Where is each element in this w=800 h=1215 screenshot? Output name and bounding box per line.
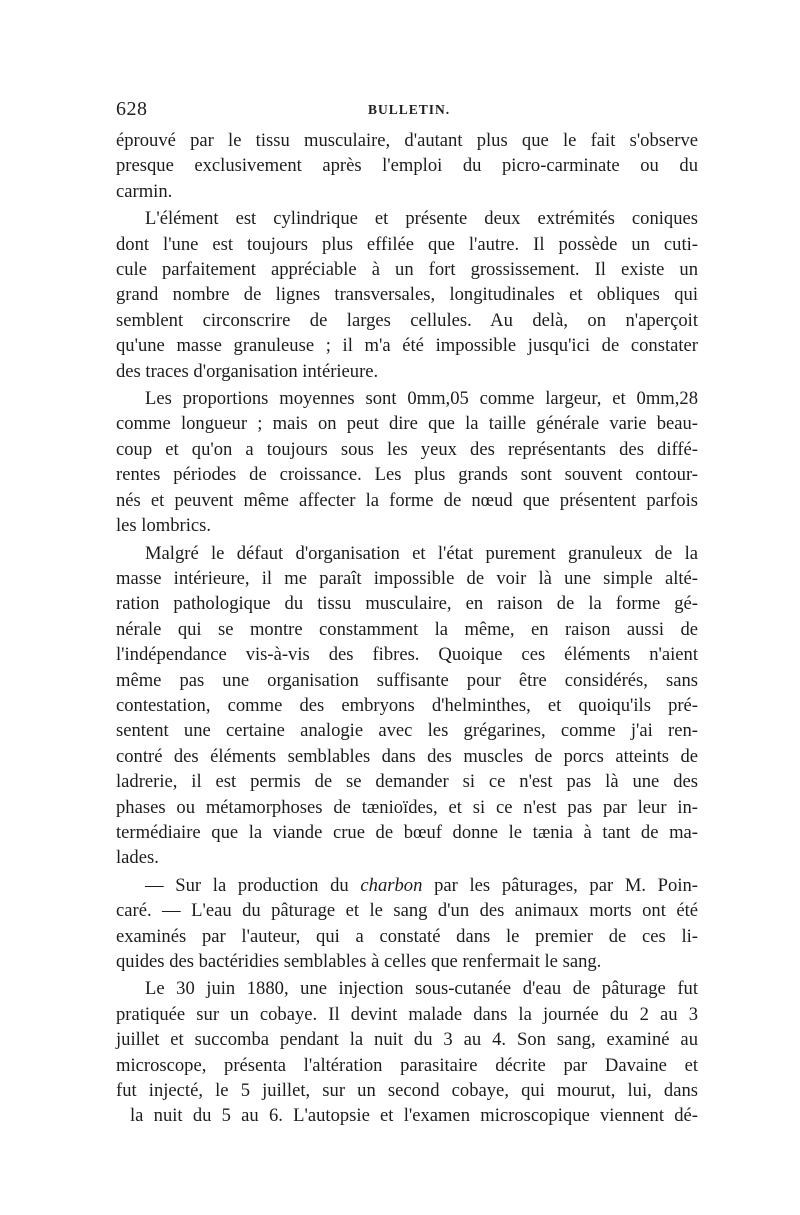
text-line: cule parfaitement appréciable à un fort grossissement. Il existe un (116, 259, 698, 281)
text-line: nérale qui se montre constamment la même, en raison aussi de (116, 618, 698, 640)
body-text (116, 128, 698, 1129)
page-header (116, 98, 698, 126)
text-line: des traces d'organisation intérieure. (116, 360, 379, 382)
text-line: qu'une masse granuleuse ; il m'a été impossible jusqu'ici de constater (116, 335, 698, 357)
text-line: contestation, comme des embryons d'helminthes, et quoiqu'ils pré- (116, 694, 698, 716)
section-lead: — Sur la production du (145, 874, 361, 896)
paragraph-2 (116, 206, 698, 384)
text-line: fut injecté, le 5 juillet, sur un second cobaye, qui mourut, lui, dans (116, 1080, 698, 1102)
text-line: lades. (116, 847, 159, 869)
text-line: la nuit du 5 au 6. L'autopsie et l'examen microscopique viennent dé- (130, 1105, 698, 1127)
text-line: carmin. (116, 180, 173, 202)
paragraph-5 (116, 873, 698, 975)
text-line: juillet et succomba pendant la nuit du 3 au 4. Son sang, examiné au (116, 1029, 698, 1051)
italic-term: charbon (360, 874, 423, 896)
section-lead-rest: par les pâturages, par M. Poin- (422, 874, 698, 896)
running-head: BULLETIN. (368, 102, 451, 117)
text-line: dont l'une est toujours plus effilée que l'autre. Il possède un cuti- (116, 233, 698, 255)
text-line: l'indépendance vis-à-vis des fibres. Quoique ces éléments n'aient (116, 644, 698, 666)
text-line: les lombrics. (116, 515, 212, 537)
text-line: ladrerie, il est permis de se demander si ce n'est pas là une des (116, 771, 698, 793)
text-line: même pas une organisation suffisante pour être considérés, sans (116, 669, 698, 691)
paragraph-6 (116, 976, 698, 1128)
text-line: examinés par l'auteur, qui a constaté dans le premier de ces li- (116, 925, 698, 947)
text-line: Les proportions moyennes sont 0mm,05 comme largeur, et 0mm,28 (145, 388, 698, 410)
text-line: contré des éléments semblables dans des muscles de porcs atteints de (116, 745, 698, 767)
paragraph-4 (116, 541, 698, 871)
paragraph-3 (116, 386, 698, 538)
text-line: pratiquée sur un cobaye. Il devint malade dans la journée du 2 au 3 (116, 1003, 698, 1025)
text-line: sentent une certaine analogie avec les grégarines, comme j'ai ren- (116, 720, 698, 742)
text-line: Le 30 juin 1880, une injection sous-cutanée d'eau de pâturage fut (145, 978, 698, 1000)
text-line: grand nombre de lignes transversales, longitudinales et obliques qui (116, 284, 698, 306)
text-line: phases ou métamorphoses de tænioïdes, et si ce n'est pas par leur in- (116, 796, 698, 818)
section-lead-line (116, 873, 698, 898)
text-line: semblent circonscrire de larges cellules. Au delà, on n'aperçoit (116, 309, 698, 331)
text-line: caré. — L'eau du pâturage et le sang d'un des animaux morts ont été (116, 900, 698, 922)
paragraph-1 (116, 128, 698, 204)
text-line: coup et qu'on a toujours sous les yeux des représentants des diffé- (116, 438, 698, 460)
text-line: termédiaire que la viande crue de bœuf donne le tænia à tant de ma- (116, 821, 698, 843)
text-line: comme longueur ; mais on peut dire que la taille générale varie beau- (116, 413, 698, 435)
text-line: nés et peuvent même affecter la forme de nœud que présentent parfois (116, 489, 698, 511)
text-line: ration pathologique du tissu musculaire, en raison de la forme gé- (116, 593, 698, 615)
text-line: masse intérieure, il me paraît impossible de voir là une simple alté- (116, 567, 698, 589)
text-line: L'élément est cylindrique et présente deux extrémités coniques (145, 208, 698, 230)
text-line: Malgré le défaut d'organisation et l'état purement granuleux de la (145, 542, 698, 564)
text-line: éprouvé par le tissu musculaire, d'autant plus que le fait s'observe (116, 130, 698, 151)
text-line: microscope, présenta l'altération parasitaire décrite par Davaine et (116, 1054, 698, 1076)
text-line: rentes périodes de croissance. Les plus grands sont souvent contour- (116, 464, 698, 486)
page-number: 628 (116, 98, 148, 120)
text-line: presque exclusivement après l'emploi du picro-carminate ou du (116, 155, 698, 177)
text-line: quides des bactéridies semblables à celles que renfermait le sang. (116, 951, 602, 972)
